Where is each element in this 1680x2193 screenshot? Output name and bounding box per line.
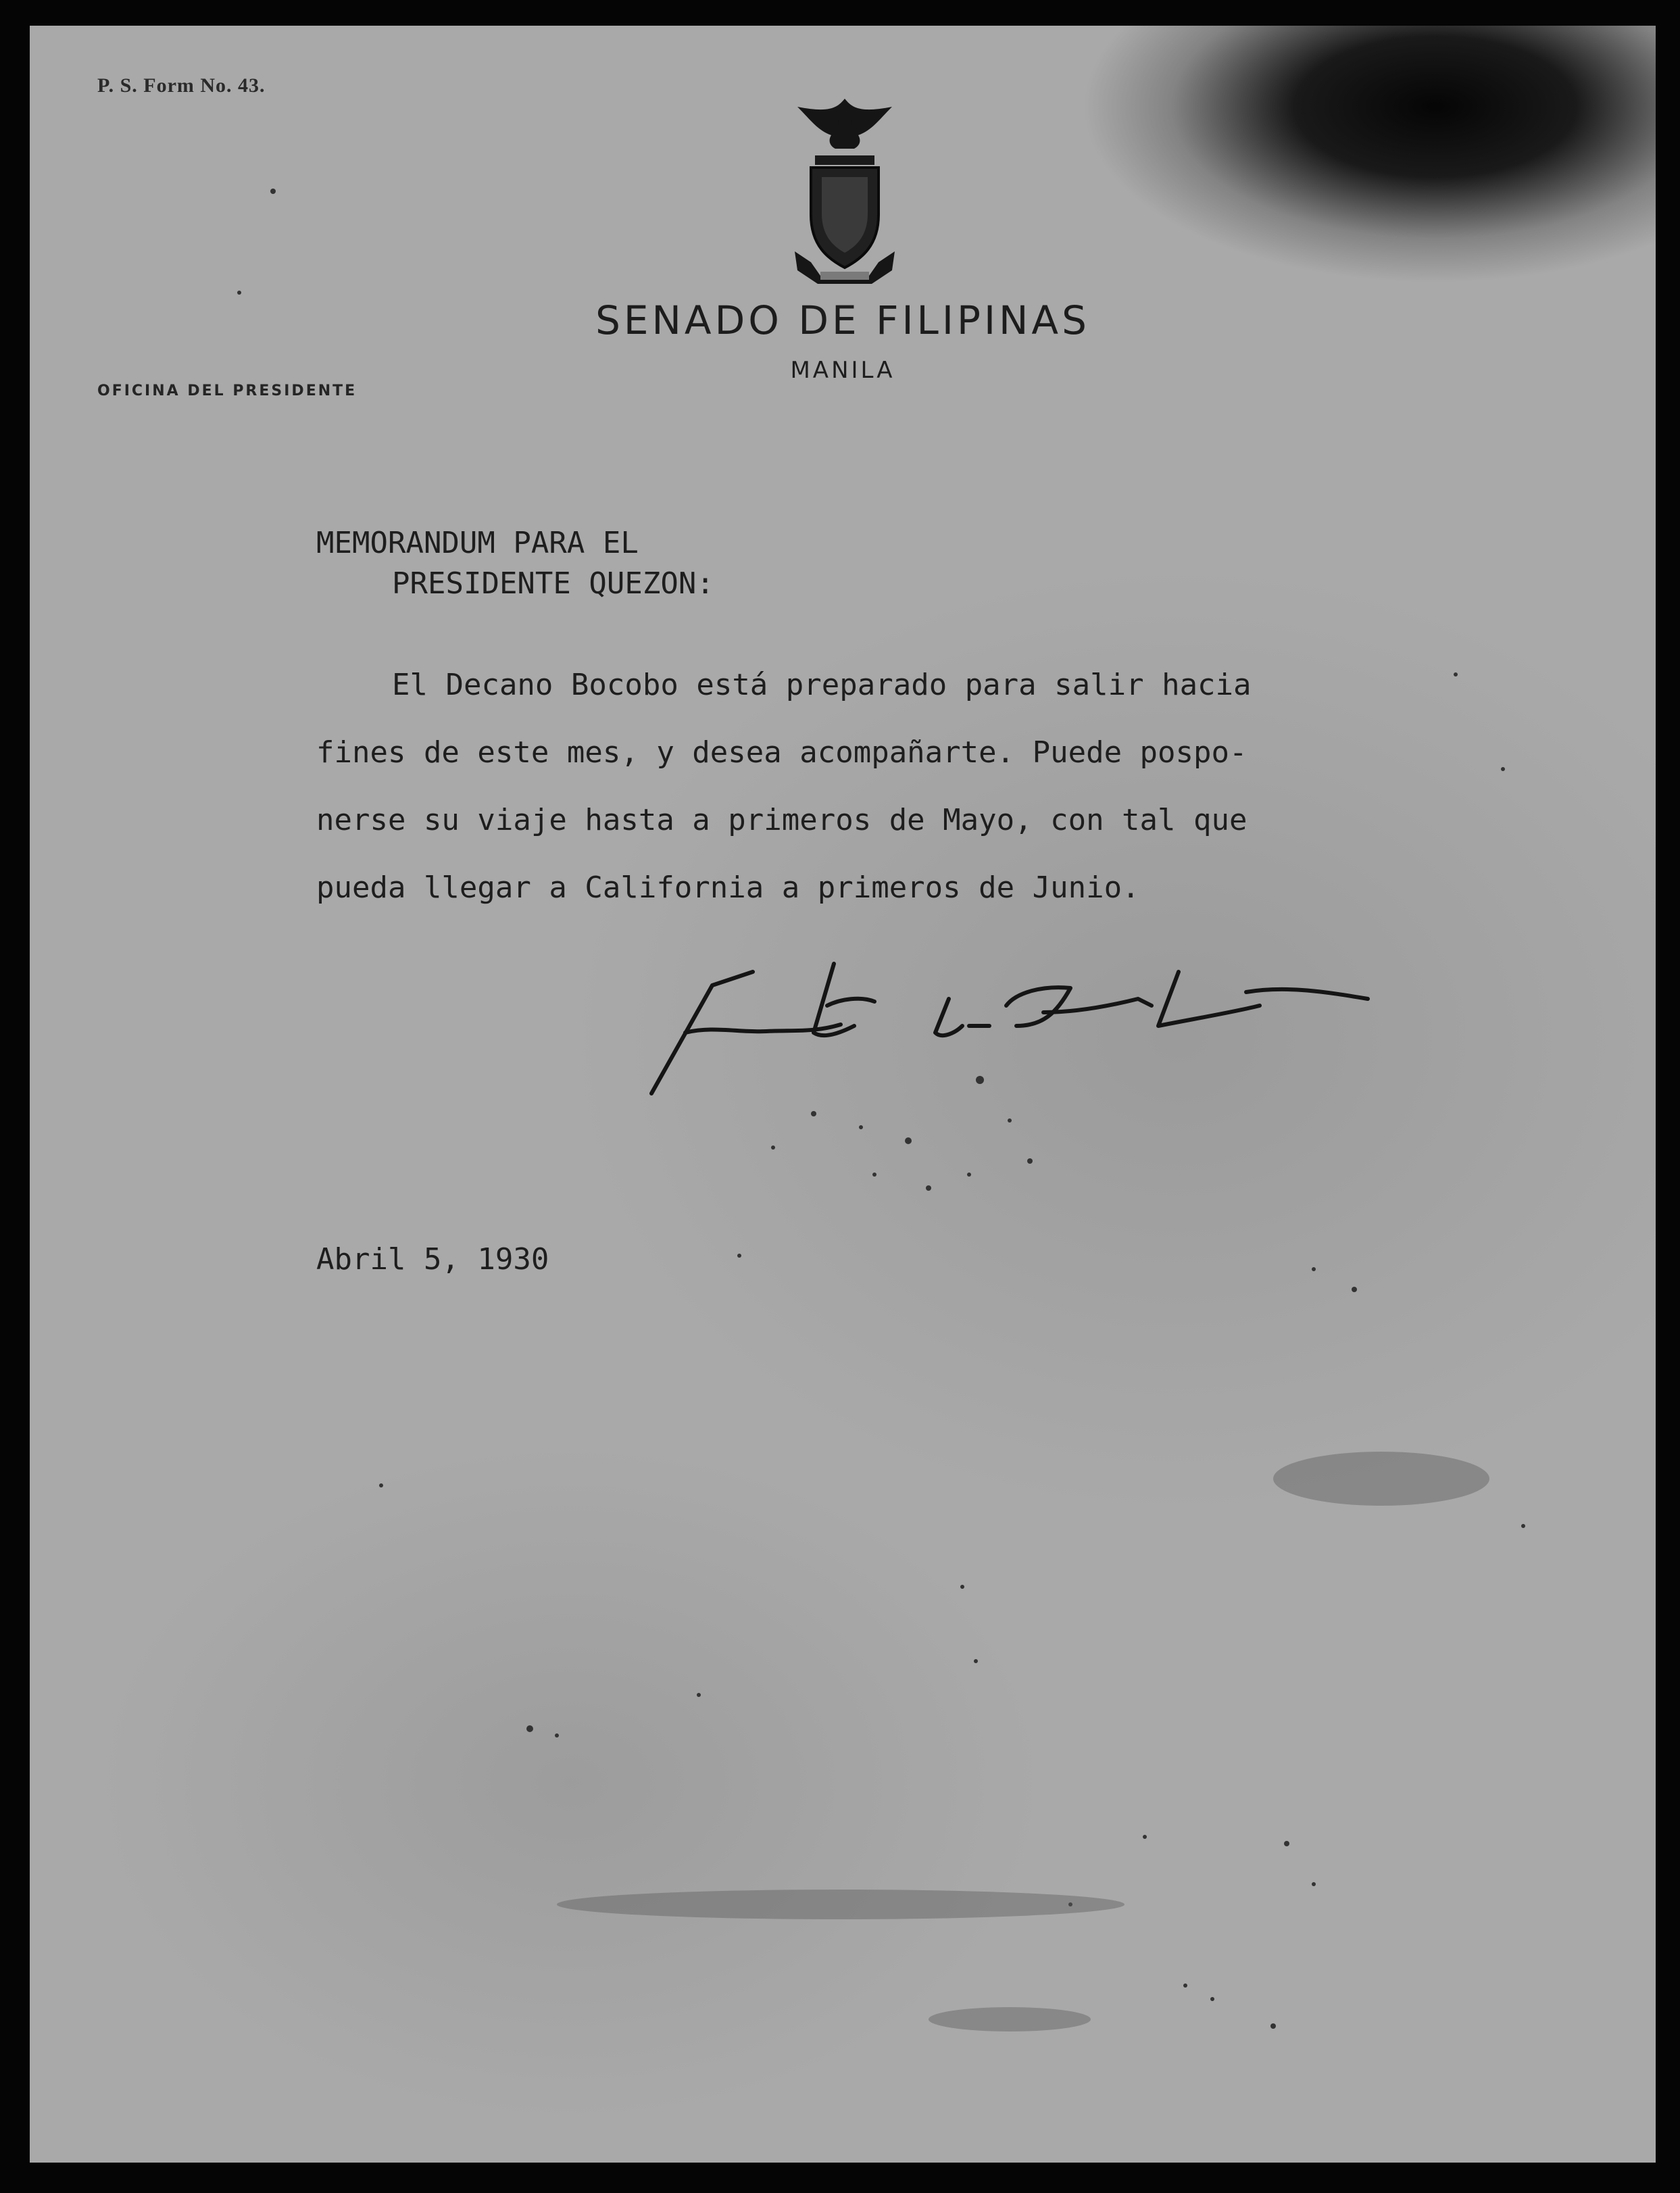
form-number: P. S. Form No. 43. bbox=[97, 74, 266, 97]
memo-body-line: nerse su viaje hasta a primeros de Mayo, con tal que bbox=[316, 803, 1247, 837]
handwritten-signature bbox=[638, 931, 1408, 1107]
memo-body-line: fines de este mes, y desea acompañarte. Puede pospo- bbox=[316, 735, 1247, 770]
memo-heading-line-1: MEMORANDUM PARA EL bbox=[316, 526, 639, 560]
memo-body-line: pueda llegar a California a primeros de Junio. bbox=[316, 870, 1140, 905]
letterhead-office: OFICINA DEL PRESIDENTE bbox=[97, 383, 357, 399]
letterhead-title: SENADO DE FILIPINAS bbox=[595, 297, 1090, 343]
senate-seal-logo bbox=[791, 93, 899, 296]
letterhead-city: MANILA bbox=[790, 357, 895, 384]
memo-date: Abril 5, 1930 bbox=[316, 1242, 549, 1277]
memo-body-line: El Decano Bocobo está preparado para salir hacia bbox=[392, 668, 1252, 702]
memo-heading-line-2: PRESIDENTE QUEZON: bbox=[392, 566, 714, 601]
document-page bbox=[30, 26, 1656, 2163]
